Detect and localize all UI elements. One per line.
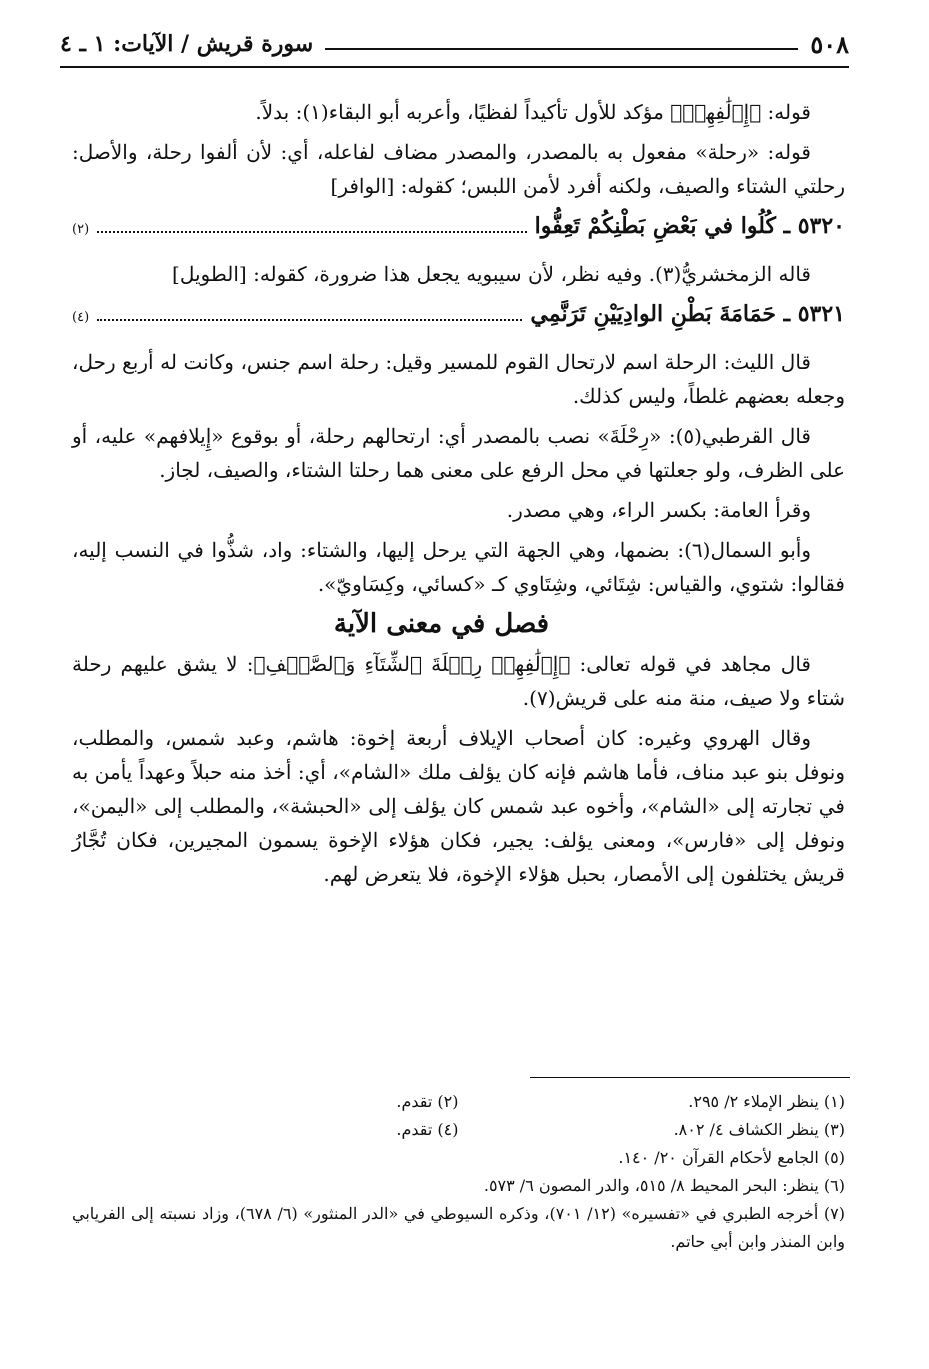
- footnote-marker: (٢): [72, 222, 90, 237]
- paragraph: قال الليث: الرحلة اسم لارتحال القوم للمسير وقيل: رحلة اسم جنس، وكانت له أربع رحل، وجعله بعضهم غلطاً، وليس كذلك.: [72, 350, 845, 408]
- paragraph: قال القرطبي(٥): «رِحْلَةَ» نصب بالمصدر أي: ارتحالهم رحلة، أو بوقوع «إِيلافهم» عليه، أو على الظرف، ولو جعلتها في محل الرفع على معنى هما رحلتا الشتاء، والصيف، لجاز.: [72, 424, 845, 482]
- paragraph: قوله: ﴿إِۦلَٰفِهِمۡ﴾ مؤكد للأول تأكيداً لفظيًا، وأعربه أبو البقاء(١): بدلاً.: [255, 100, 811, 124]
- footnote: (٥) الجامع لأحكام القرآن ٢٠/ ١٤٠.: [618, 1148, 845, 1167]
- poetry-verse: [72, 297, 845, 335]
- footnote: (٦) ينظر: البحر المحيط ٨/ ٥١٥، والدر المصون ٦/ ٥٧٣.: [483, 1176, 845, 1195]
- section-heading: فصل في معنى الآية: [333, 609, 550, 639]
- footnote: (٧) أخرجه الطبري في «تفسيره» (١٢/ ٧٠١)، وذكره السيوطي في «الدر المنثور» (٦/ ٦٧٨)، وزاد نسبته إلى الفريابي وابن المنذر وابن أبي حاتم.: [72, 1204, 846, 1251]
- main-text: [72, 95, 845, 897]
- verse-text: ٥٣٢١ ـ حَمَامَةَ بَطْنِ الوادِيَيْنِ تَرَنَّمِي: [530, 301, 845, 327]
- footnote: (٤) تقدم.: [396, 1120, 459, 1139]
- page-header: [60, 22, 849, 66]
- footnote: (٢) تقدم.: [396, 1092, 459, 1111]
- poetry-verse: [72, 209, 845, 247]
- verse-dotted-line: [97, 319, 522, 321]
- footnote-marker: (٤): [72, 310, 90, 325]
- verse-dotted-line: [97, 231, 526, 233]
- footnote-separator: [530, 1077, 850, 1078]
- footnote-row: [72, 1116, 845, 1144]
- paragraph: وقرأ العامة: بكسر الراء، وهي مصدر.: [506, 498, 811, 522]
- running-title: سورة قريش / الآيات: ١ ـ ٤: [60, 31, 314, 57]
- paragraph: وأبو السمال(٦): بضمها، وهي الجهة التي يرحل إليها، والشتاء: واد، شذُّوا في النسب إليه، فقالوا: شتوي، والقياس: شِتَائي، وشِتَاوي كـ «كسائي، وكِسَاويّ».: [72, 538, 845, 596]
- page-number: ٥٠٨: [810, 29, 849, 59]
- paragraph: قال مجاهد في قوله تعالى: ﴿إِۦلَٰفِهِمۡ رِحۡلَةَ ٱلشِّتَآءِ وَٱلصَّيۡفِ﴾: لا يشق عليهم رحلة شتاء ولا صيف، منة منه على قريش(٧).: [72, 652, 845, 710]
- verse-text: ٥٣٢٠ ـ كُلُوا في بَعْضِ بَطْنِكُمْ تَعِفُّوا: [534, 213, 845, 239]
- paragraph: وقال الهروي وغيره: كان أصحاب الإيلاف أربعة إخوة: هاشم، وعبد شمس، والمطلب، ونوفل بنو عبد مناف، فأما هاشم فإنه كان يؤلف ملك «الشام»، أي: أخذ منه حبلاً وعهداً يأمن به في تجارته إلى «الشام»، وأخوه عبد شمس كان يؤلف إلى «الحبشة»، والمطلب إلى «اليمن»، ونوفل إلى «فارس»، ومعنى يؤلف: يجير، فكان هؤلاء الإخوة يسمون المجيرين، فكان تُجَّارُ قريش يختلفون إلى الأمصار، بحبل هؤلاء الإخوة، فلا يتعرض لهم.: [72, 726, 845, 886]
- header-divider: [60, 66, 849, 68]
- footnote: (٣) ينظر الكشاف ٤/ ٨٠٢.: [673, 1120, 845, 1139]
- paragraph: قوله: «رحلة» مفعول به بالمصدر، والمصدر مضاف لفاعله، أي: لأن ألفوا رحلة، والأصل: رحلتي الشتاء والصيف، ولكنه أفرد لأمن اللبس؛ كقوله: [الوافر]: [72, 140, 845, 198]
- paragraph: قاله الزمخشريُّ(٣). وفيه نظر، لأن سيبويه يجعل هذا ضرورة، كقوله: [الطويل]: [172, 262, 811, 286]
- header-rule-line: [325, 38, 798, 50]
- footnotes: [72, 1088, 845, 1256]
- footnote-row: [72, 1088, 845, 1116]
- footnote: (١) ينظر الإملاء ٢/ ٢٩٥.: [688, 1092, 845, 1111]
